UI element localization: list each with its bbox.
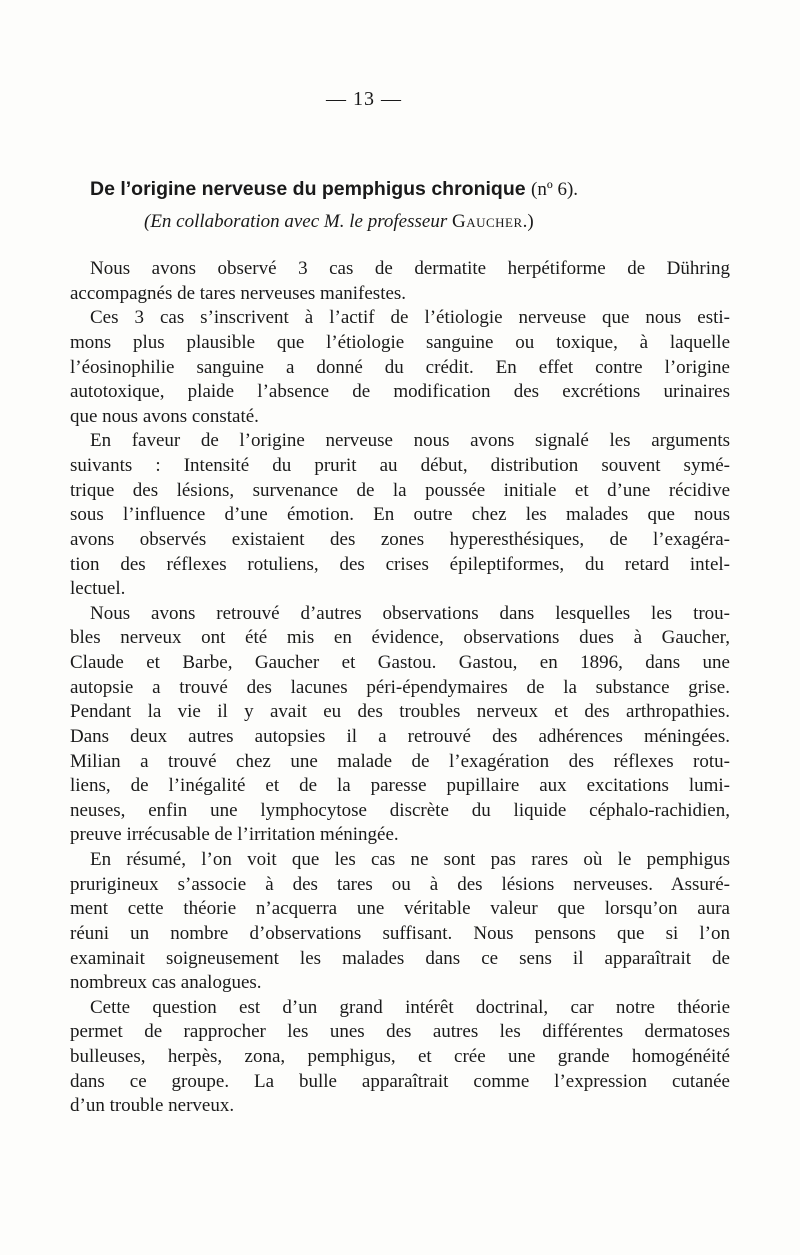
- text-line: Claude et Barbe, Gaucher et Gastou. Gastou, en 1896, dans une: [70, 652, 730, 673]
- text-line: Pendant la vie il y avait eu des troubles nerveux et des arthropathies.: [70, 701, 730, 723]
- text-line: tion des réflexes rotuliens, des crises épileptiformes, du retard intel-: [70, 553, 730, 575]
- text-line: autopsie a trouvé des lacunes péri-épendymaires de la substance grise.: [70, 676, 730, 698]
- text-line: preuve irrécusable de l’irritation méningée.: [70, 824, 399, 846]
- text-line: En faveur de l’origine nerveuse nous avons signalé les arguments: [90, 430, 730, 452]
- text-line: Nous avons retrouvé d’autres observations dans lesquelles les trou-: [90, 602, 730, 624]
- collaboration-note: [144, 211, 704, 233]
- text-line: liens, de l’inégalité et de la paresse pupillaire aux excitations lumi-: [70, 775, 730, 797]
- text-line: neuses, enfin une lymphocytose discrète du liquide céphalo-rachidien,: [70, 799, 730, 821]
- collaborator-name: Gaucher: [451, 211, 523, 232]
- text-line: bles nerveux ont été mis en évidence, observations dues à Gaucher,: [70, 627, 730, 649]
- text-line: Ces 3 cas s’inscrivent à l’actif de l’étiologie nerveuse que nous esti-: [90, 307, 730, 329]
- text-line: En résumé, l’on voit que les cas ne sont pas rares où le pemphigus: [90, 849, 730, 870]
- text-line: suivants : Intensité du prurit au début, distribution souvent symé-: [70, 455, 730, 476]
- collaboration-prefix: (En collaboration avec M. le professeur: [144, 211, 448, 232]
- section-title-text: De l’origine nerveuse du pemphigus chronique: [90, 178, 526, 200]
- text-line: dans ce groupe. La bulle apparaîtrait comme l’expression cutanée: [70, 1070, 730, 1092]
- section-title: [90, 178, 730, 201]
- text-line: l’éosinophilie sanguine a donné du crédit. En effet contre l’origine: [70, 356, 730, 378]
- text-line: d’un trouble nerveux.: [70, 1095, 235, 1117]
- text-line: autotoxique, plaide l’absence de modification des excrétions urinaires: [70, 381, 730, 403]
- text-line: ment cette théorie n’acquerra une véritable valeur que lorsqu’on aura: [70, 898, 730, 920]
- text-line: trique des lésions, survenance de la poussée initiale et d’une récidive: [70, 479, 730, 501]
- text-line: que nous avons constaté.: [70, 405, 259, 427]
- body-text: [70, 257, 730, 1119]
- text-line: bulleuses, herpès, zona, pemphigus, et crée une grande homogénéité: [70, 1046, 730, 1067]
- text-line: permet de rapprocher les unes des autres les différentes dermatoses: [70, 1021, 730, 1043]
- text-line: Milian a trouvé chez une malade de l’exagération des réflexes rotu-: [70, 750, 730, 772]
- text-line: examinait soigneusement les malades dans ce sens il apparaîtrait de: [70, 947, 730, 969]
- text-line: Nous avons observé 3 cas de dermatite herpétiforme de Dühring: [90, 258, 730, 279]
- text-line: réuni un nombre d’observations suffisant. Nous pensons que si l’on: [70, 922, 730, 944]
- text-line: mons plus plausible que l’étiologie sanguine ou toxique, à laquelle: [70, 331, 730, 353]
- text-line: nombreux cas analogues.: [70, 972, 262, 994]
- text-line: prurigineux s’associe à des tares ou à des lésions nerveuses. Assuré-: [70, 873, 730, 895]
- collaboration-suffix: .): [522, 211, 534, 232]
- text-line: lectuel.: [70, 578, 126, 600]
- text-line: avons observés existaient des zones hyperesthésiques, de l’exagéra-: [70, 528, 730, 550]
- text-line: Dans deux autres autopsies il a retrouvé des adhérences méningées.: [70, 725, 730, 747]
- text-line: sous l’influence d’une émotion. En outre chez les malades que nous: [70, 504, 730, 526]
- text-line: accompagnés de tares nerveuses manifestes.: [70, 282, 407, 304]
- page-number: — 13 —: [326, 88, 402, 110]
- section-title-ref: (nº 6).: [531, 179, 579, 200]
- text-line: Cette question est d’un grand intérêt doctrinal, car notre théorie: [90, 996, 730, 1018]
